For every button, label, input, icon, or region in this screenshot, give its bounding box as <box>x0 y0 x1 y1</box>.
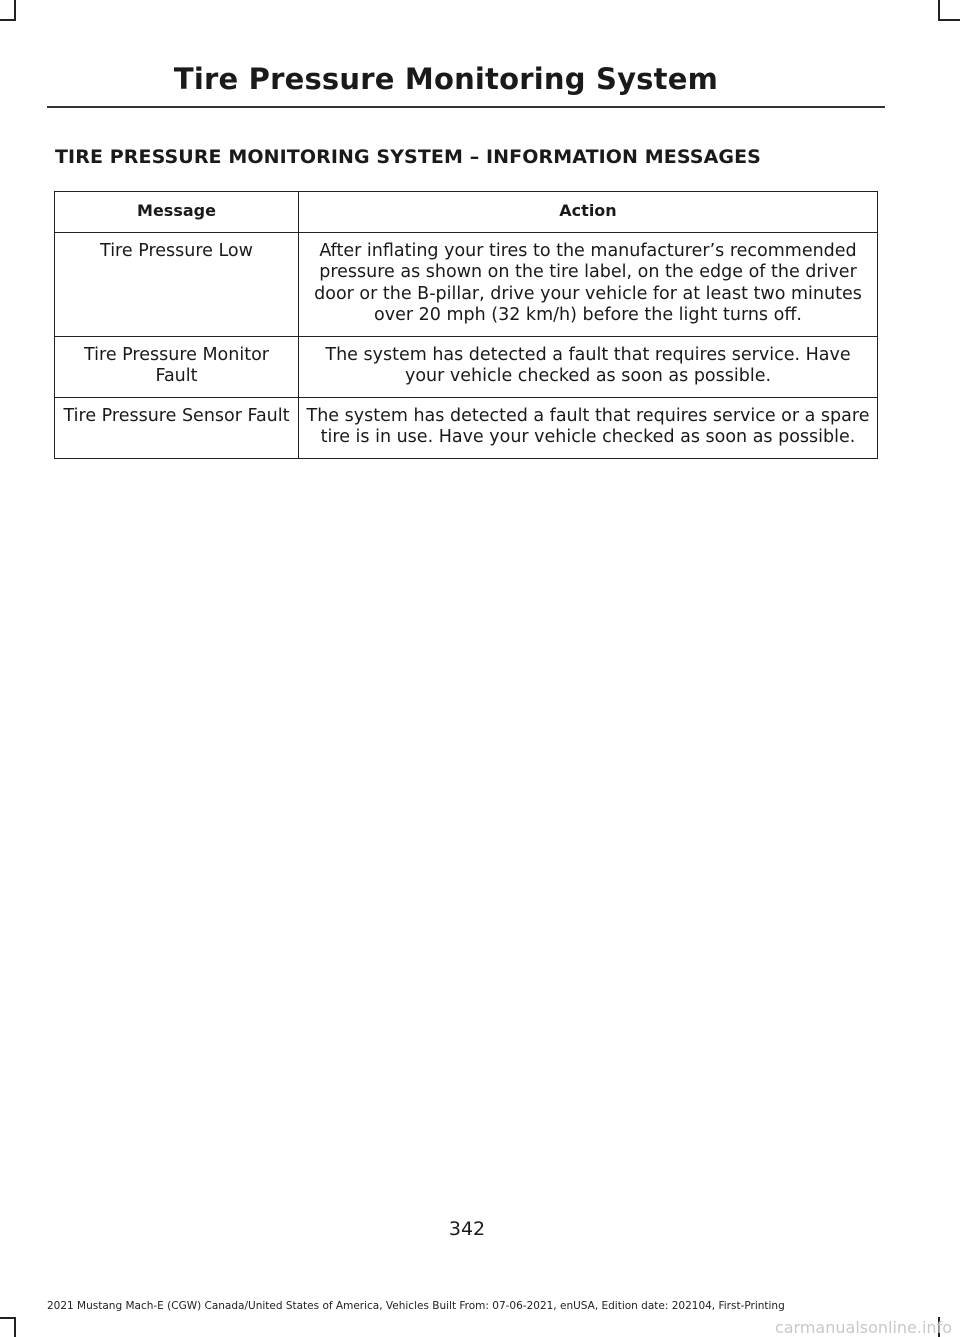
table-row <box>55 336 878 397</box>
table-row <box>55 232 878 336</box>
crop-mark-top-left-h <box>0 19 16 21</box>
watermark: carmanualsonline.info <box>774 1318 952 1337</box>
crop-mark-top-left-v <box>14 0 16 20</box>
table-row <box>55 397 878 458</box>
table-header-row <box>55 192 878 233</box>
crop-mark-bottom-left-h <box>0 1317 16 1319</box>
crop-mark-top-right-h <box>938 19 960 21</box>
action-cell: After inflating your tires to the manufacturer’s recommended pressure as shown on the tire label, on the edge of the driver door or the B-pillar, drive your vehicle for at least two minutes over 20 mph (32 km/h) before the light turns off. <box>299 232 878 336</box>
info-messages-table <box>54 191 878 459</box>
crop-mark-bottom-left-v <box>14 1317 16 1337</box>
message-cell: Tire Pressure Monitor Fault <box>55 336 299 397</box>
page-number: 342 <box>448 1218 486 1240</box>
section-heading: TIRE PRESSURE MONITORING SYSTEM – INFORMATION MESSAGES <box>55 146 761 168</box>
page-title: Tire Pressure Monitoring System <box>173 62 718 96</box>
footer-edition-text: 2021 Mustang Mach-E (CGW) Canada/United States of America, Vehicles Built From: 07-06-2021, enUSA, Edition date: 202104, First-Printing <box>47 1300 785 1312</box>
crop-mark-top-right-v <box>938 0 940 20</box>
column-header-action: Action <box>299 192 878 233</box>
message-cell: Tire Pressure Low <box>55 232 299 336</box>
action-cell: The system has detected a fault that requires service. Have your vehicle checked as soon as possible. <box>299 336 878 397</box>
message-cell: Tire Pressure Sensor Fault <box>55 397 299 458</box>
header-rule <box>47 106 885 108</box>
column-header-message: Message <box>55 192 299 233</box>
action-cell: The system has detected a fault that requires service or a spare tire is in use. Have your vehicle checked as soon as possible. <box>299 397 878 458</box>
